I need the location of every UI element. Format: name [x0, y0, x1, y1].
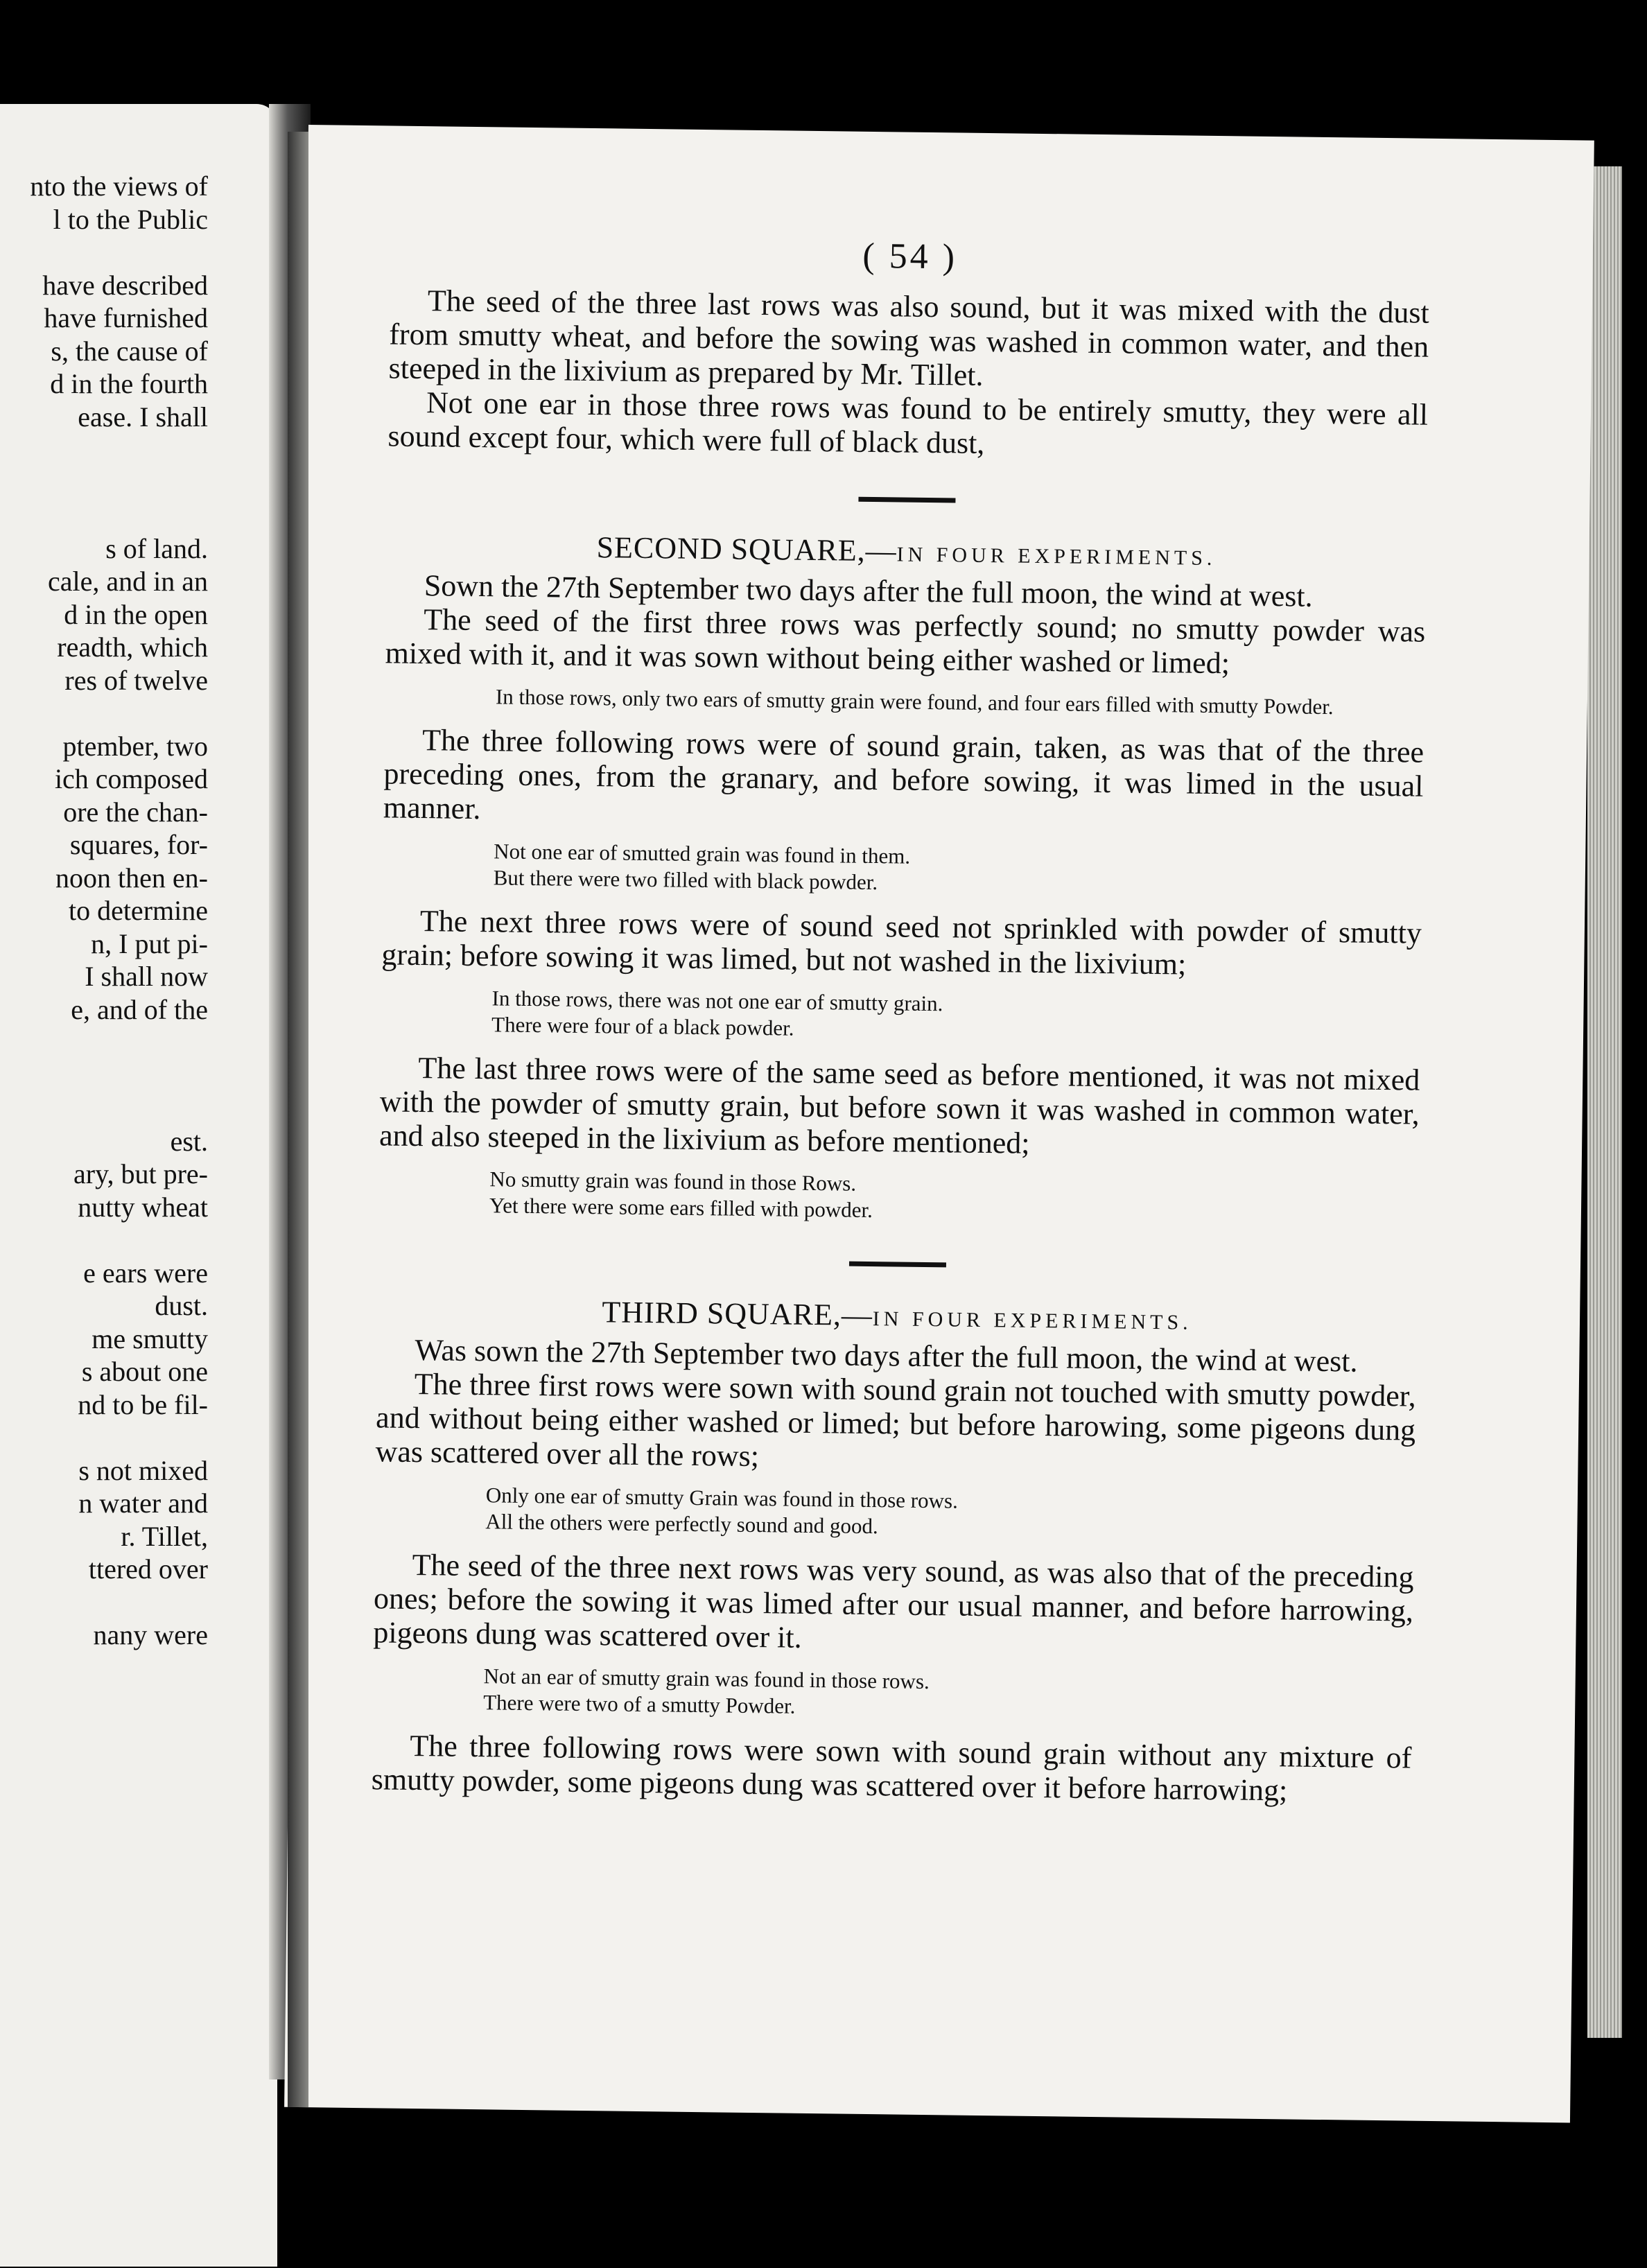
left-page-line: l to the Public	[53, 203, 208, 235]
section-rule	[849, 1262, 946, 1268]
paragraph: Was sown the 27th September two days after the full moon, the wind at west.	[415, 1333, 1358, 1379]
paragraph: The seed of the three last rows was also sound, but it was mixed with the dust from smutty wheat, and before the sowing was washed in common water, and then steeped in the lixivium as prepared by Mr. Tillet.	[388, 284, 1430, 392]
left-page-line: ore the chan-	[63, 796, 208, 828]
section-heading	[386, 527, 1427, 575]
result-note	[489, 1166, 1419, 1230]
left-page-line	[0, 433, 208, 466]
page-number: ( 54 )	[862, 236, 958, 277]
paragraph: The next three rows were of sound seed not sprinkled with powder of smutty grain; before sowing it was limed, but not washed in the lixivium;	[381, 904, 1422, 982]
left-page-line	[0, 236, 208, 269]
left-page-line: s about one	[81, 1356, 208, 1387]
left-page-line: nutty wheat	[78, 1191, 208, 1223]
left-page-line: e, and of the	[71, 993, 208, 1025]
left-page-line: ease. I shall	[78, 401, 208, 433]
left-page-line: dust.	[155, 1290, 208, 1321]
paragraph: The seed of the three next rows was very sound, as was also that of the preceding ones; before the sowing it was limed after our usual manner, and before harrowing, pigeons dung was scattered over it.	[373, 1547, 1414, 1655]
section-heading	[377, 1291, 1418, 1339]
paragraph: The seed of the first three rows was perfectly sound; no smutty powder was mixed with it, and it was sown without being either washed or limed;	[385, 602, 1426, 681]
note-line: In those rows, only two ears of smutty grain were found, and four ears filled with smutty Powder.	[495, 684, 1334, 719]
left-page-line	[0, 1059, 208, 1092]
paragraph: The three following rows were sown with sound grain without any mixture of smutty powder, some pigeons dung was scattered over it before harrowing;	[371, 1728, 1412, 1808]
main-page	[284, 125, 1594, 2122]
left-page-line: res of twelve	[64, 664, 208, 696]
left-page-line: cale, and in an	[48, 566, 208, 597]
left-page-line: nany were	[93, 1619, 208, 1650]
left-page-line: readth, which	[57, 631, 208, 663]
left-page-line: ary, but pre-	[73, 1158, 208, 1189]
result-note	[491, 985, 1421, 1049]
left-page-line: to determine	[68, 895, 208, 926]
gutter-shadow	[288, 132, 308, 2107]
result-note	[485, 1482, 1415, 1546]
note-line: Not one ear of smutted grain was found in them.	[494, 839, 911, 869]
note-line: Not an ear of smutty grain was found in those rows.	[483, 1664, 930, 1694]
left-page-line: s not mixed	[78, 1454, 208, 1486]
page-edges	[1587, 166, 1622, 2038]
left-page-line: est.	[170, 1125, 208, 1157]
note-line: But there were two filled with black powder.	[493, 865, 878, 895]
left-page-line: have described	[42, 269, 208, 301]
left-page-line: nto the views of	[30, 171, 208, 202]
left-page-line: s, the cause of	[51, 335, 208, 367]
heading-main: THIRD SQUARE,—	[602, 1295, 873, 1333]
paragraph: Sown the 27th September two days after the full moon, the wind at west.	[424, 568, 1313, 613]
note-line: There were two of a smutty Powder.	[483, 1690, 796, 1718]
result-note	[483, 1663, 1413, 1727]
left-page-line	[0, 1586, 208, 1619]
left-page-line: n water and	[78, 1488, 208, 1519]
left-page-line: ptember, two	[62, 730, 208, 762]
left-page-line: d in the open	[64, 598, 208, 630]
left-page-line	[0, 466, 208, 500]
section-rule	[858, 497, 955, 503]
result-note	[496, 683, 1424, 721]
left-page-line: ttered over	[88, 1553, 208, 1585]
left-page-line	[0, 1421, 208, 1454]
left-page-line: squares, for-	[69, 829, 208, 860]
left-page-text	[0, 170, 208, 1652]
paragraph: The three first rows were sown with sound grain not touched with smutty powder, and without being either washed or limed; but before harowing, some pigeons dung was scattered over all the rows;	[375, 1367, 1417, 1474]
left-page-line	[0, 1092, 208, 1125]
paragraph: The last three rows were of the same seed as before mentioned, it was not mixed with the powder of smutty grain, but before sown it was washed in common water, and also steeped in the lixivium as before mentioned;	[378, 1051, 1420, 1160]
note-line: In those rows, there was not one ear of smutty grain.	[491, 986, 943, 1016]
note-line: No smutty grain was found in those Rows.	[489, 1167, 857, 1196]
paragraph: The three following rows were of sound grain, taken, as was that of the three preceding ones, from the granary, and before sowing, it was limed in the usual manner.	[383, 723, 1424, 826]
note-line: All the others were perfectly sound and good.	[485, 1509, 879, 1539]
left-page-line: r. Tillet,	[121, 1520, 208, 1552]
left-page-line	[0, 499, 208, 532]
left-page-line: s of land.	[105, 532, 208, 564]
page-content	[372, 229, 1430, 1808]
heading-main: SECOND SQUARE,—	[596, 530, 897, 568]
left-page-line: d in the fourth	[50, 368, 208, 399]
left-page-line: ich composed	[54, 763, 208, 794]
paragraph: Not one ear in those three rows was found to be entirely smutty, they were all sound except four, which were full of black dust,	[387, 385, 1429, 460]
left-page-line: me smutty	[92, 1323, 208, 1354]
left-page-line: n, I put pi-	[91, 927, 208, 959]
note-line: Only one ear of smutty Grain was found in those rows.	[485, 1483, 959, 1513]
note-line: Yet there were some ears filled with powder.	[489, 1193, 873, 1223]
note-line: There were four of a black powder.	[491, 1012, 794, 1040]
left-page-line: noon then en-	[55, 862, 208, 893]
left-page-line	[0, 1026, 208, 1059]
heading-sub: IN FOUR EXPERIMENTS.	[872, 1307, 1192, 1334]
heading-sub: IN FOUR EXPERIMENTS.	[896, 543, 1217, 570]
result-note	[494, 838, 1423, 902]
left-page-line: I shall now	[85, 961, 208, 992]
left-page-line	[0, 697, 208, 730]
left-page-line: have furnished	[44, 302, 208, 333]
left-page-line: e ears were	[83, 1257, 208, 1289]
left-page-line	[0, 1223, 208, 1257]
left-page-line: nd to be fil-	[78, 1388, 208, 1420]
